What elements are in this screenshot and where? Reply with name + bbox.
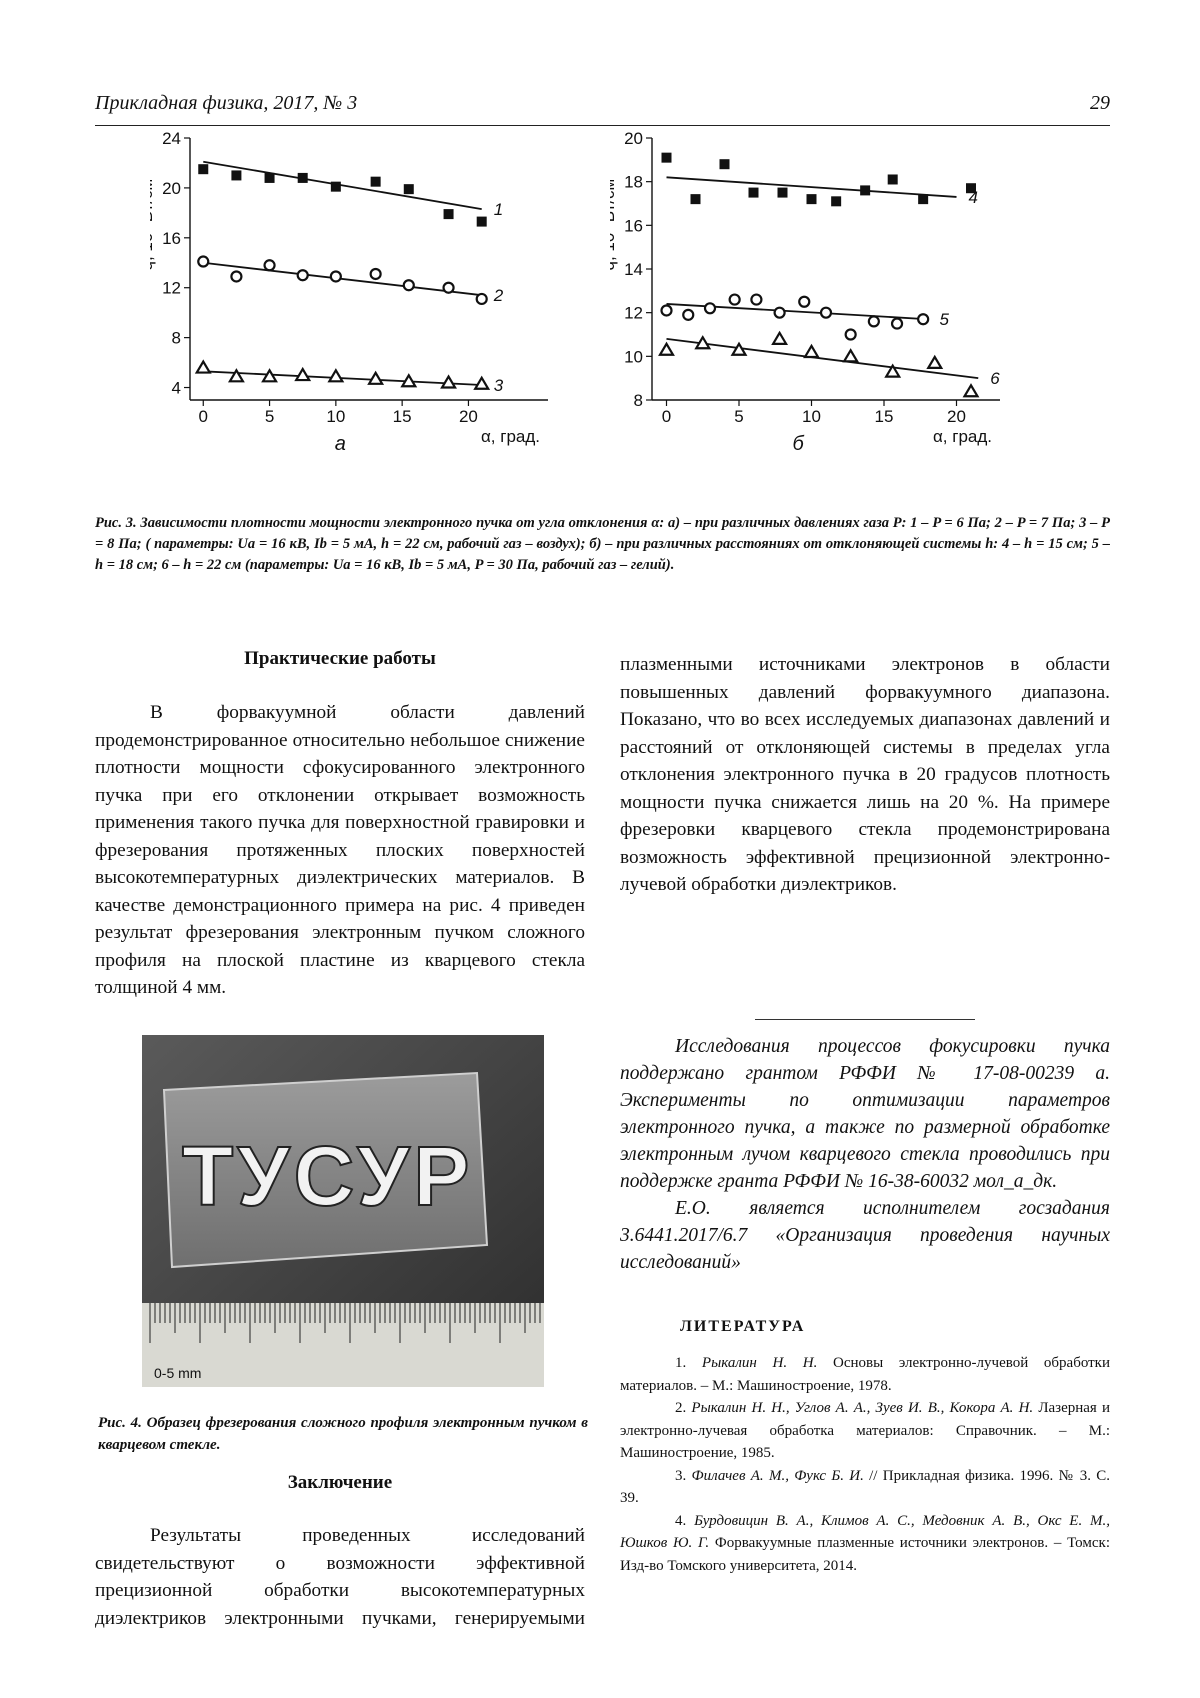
reference-text: // Прикладная физика. 1996. № 3. С. 39. [620,1467,1111,1506]
y-tick-label: 24 [162,130,181,148]
page-number: 29 [1090,92,1110,114]
data-point-2 [231,271,241,281]
photo-svg [142,1035,544,1387]
data-point-1 [198,164,208,174]
y-tick-label: 8 [633,391,643,410]
data-point-2 [404,280,414,290]
ruler [142,1303,544,1387]
x-tick-label: 20 [947,407,966,426]
conclusion-paragraph-continued: плазменными источниками электронов в области повышенных давлений форвакуумного диапазона. Показано, что во всех исследуемых диапазонах давлений и расстояний от отклоняющей системы в пределах угла отклонения электронного пучка в 20 градусов плотность мощности пучка снижается лишь на 20 %. На примере фрезеровки кварцевого стекла продемонстрирована возможность эффективной прецизионной электронно-лучевой обработки диэлектриков. [620,654,1110,895]
data-point-6 [805,346,818,357]
data-point-1 [477,217,487,227]
fit-line-2 [203,263,481,295]
data-point-5 [846,330,856,340]
data-point-5 [799,297,809,307]
data-point-5 [705,303,715,313]
reference-authors: Филачев А. М., Фукс Б. И. [691,1467,864,1484]
reference-authors: Рыкалин Н. Н. [701,1355,818,1371]
data-point-3 [369,373,382,384]
chart-b-svg [610,130,1030,460]
data-point-5 [869,316,879,326]
section-heading-conclusion: Заключение [287,1472,393,1493]
data-point-4 [888,174,898,184]
x-tick-label: 0 [661,407,672,426]
reference-number: 4. [675,1512,695,1529]
data-point-5 [775,308,785,318]
x-tick-label: 5 [264,407,275,426]
chart-a-svg [150,130,590,460]
x-tick-label: 20 [458,407,478,426]
data-point-4 [691,194,701,204]
reference-authors: Бурдовицин В. А., Климов А. С., Медовник А. В., Окс Е. М., Юшков Ю. Г. [620,1512,1111,1551]
data-point-3 [263,370,276,381]
panel-label: б [792,433,804,455]
literature-title: ЛИТЕРАТУРА [680,1318,806,1335]
fit-line-6 [667,339,979,378]
data-point-5 [683,310,693,320]
data-point-6 [773,333,786,344]
data-point-4 [720,159,730,169]
running-header [95,92,1110,122]
x-tick-label: 15 [874,407,894,426]
acknowledgment-paragraph-1: Исследования процессов фокусировки пучка поддержано грантом РФФИ № 17-08-00239 а. Эксперименты по оптимизации параметров электронного пучка, а также по размерной обработке электронным лучом кварцевого стекла проводились при поддержке гранта РФФИ № 16-38-60032 мол_а_дк. [620,1036,1110,1192]
y-tick-label: 8 [171,328,181,348]
reference-authors: Рыкалин Н. Н., Углов А. А., Зуев И. В., Кокора А. Н. [691,1400,1034,1416]
x-tick-label: 10 [326,407,346,426]
journal-title: Прикладная физика, 2017, № 3 [95,92,358,114]
panel-label: а [334,433,346,455]
y-tick-label: 20 [624,130,643,148]
x-tick-label: 10 [802,407,821,426]
data-point-1 [265,173,275,183]
data-point-4 [918,194,928,204]
practical-paragraph: В форвакуумной области давлений продемонстрированное относительно небольшое снижение плотности мощности сфокусированного электронного пучка при его отклонении открывает возможность применения такого пучка для поверхностной гравировки и фрезерования протяженных плоских поверхностей высокотемпературных диэлектрических материалов. В качестве демонстрационного примера на рис. 4 приведен результат фрезерования электронным пучком сложного профиля на плоской пластине из кварцевого стекла толщиной 4 мм. [95,702,585,998]
conclusion-continuation [620,650,1110,899]
figure-3-caption: Рис. 3. Зависимости плотности мощности электронного пучка от угла отклонения α: а) – при различных давлениях газа P: 1 – P = 6 Па; 2 – P = 7 Па; 3 – P = 8 Па; ( параметры: Ua = 16 кВ, Ib = 5 мА, h = 22 см, рабочий газ – воздух); б) – при различных расстояниях от отклоняющей системы h: 4 – h = 15 см; 5 – h = 18 см; 6 – h = 22 см (параметры: Ua = 16 кВ, Ib = 5 мА, P = 30 Па, рабочий газ – гелий). [95,515,1110,573]
y-tick-label: 10 [624,347,643,367]
y-tick-label: 18 [624,172,643,192]
x-tick-label: 5 [734,407,744,426]
engraved-text: ТУСУР [182,1129,474,1223]
series-label-6: 6 [990,369,1000,389]
data-point-3 [442,377,455,388]
header-rule [95,125,1110,126]
series-label-2: 2 [493,286,504,306]
data-point-6 [660,344,673,355]
reference-text: Лазерная и электронно-лучевая обработка материалов: Справочник. – М.: Машиностроение, 1985. [620,1400,1111,1461]
y-tick-label: 14 [624,260,643,279]
data-point-6 [928,357,941,368]
fit-line-4 [667,177,957,197]
acknowledgment-separator [755,1019,975,1020]
reference-text: Форвакуумные плазменные источники электронов. – Томск: Изд-во Томского университета, 2014. [620,1535,1110,1574]
chart-panel-b [610,130,1030,465]
reference-text: Основы электронно-лучевой обработки материалов. – М.: Машиностроение, 1978. [620,1355,1110,1394]
data-point-1 [444,209,454,219]
acknowledgment-paragraph-2: Е.О. является исполнителем госзадания 3.6441.2017/6.7 «Организация проведения научных исследований» [620,1198,1110,1273]
ruler-label: 0-5 mm [154,1365,202,1381]
data-point-6 [844,350,857,361]
data-point-5 [662,305,672,315]
data-point-4 [749,188,759,198]
data-point-3 [197,362,210,373]
y-tick-label: 4 [171,378,181,398]
data-point-5 [751,295,761,305]
reference-number: 3. [675,1467,692,1484]
data-point-2 [298,270,308,280]
reference-list [620,1352,1110,1577]
data-point-2 [444,283,454,293]
y-tick-label: 20 [162,178,181,198]
data-point-2 [198,257,208,267]
acknowledgment [620,1033,1110,1276]
conclusion-text-left [95,1522,585,1634]
data-point-4 [807,194,817,204]
fit-line-1 [203,162,481,209]
data-point-5 [918,314,928,324]
reference-number: 2. [675,1400,692,1416]
y-tick-label: 12 [162,278,181,298]
x-tick-label: 15 [392,407,412,426]
series-label-5: 5 [939,310,949,330]
data-point-6 [965,385,978,396]
data-point-3 [296,369,309,380]
data-point-2 [371,269,381,279]
data-point-3 [329,370,342,381]
data-point-3 [475,378,488,389]
reference-item [620,1352,1110,1397]
x-axis-label: α, град. [480,427,540,446]
y-tick-label: 12 [624,303,643,323]
practical-text-block [95,699,585,1002]
data-point-5 [821,308,831,318]
data-point-5 [892,319,902,329]
series-label-4: 4 [968,187,978,207]
section-heading-practical: Практические работы [244,648,436,669]
y-tick-label: 16 [162,228,181,248]
fit-line-3 [203,371,481,385]
data-point-2 [265,260,275,270]
data-point-1 [298,173,308,183]
y-axis-label: q, 10³ Вт/см² [610,173,618,271]
figure-4-caption: Рис. 4. Образец фрезерования сложного профиля электронным пучком в кварцевом стекле. [98,1415,588,1453]
y-axis-label: q, 10³ Вт/см² [150,173,156,271]
data-point-4 [662,153,672,163]
series-label-3: 3 [493,376,504,396]
x-axis-label: α, град. [932,427,992,446]
reference-item [620,1510,1110,1578]
conclusion-paragraph-left: Результаты проведенных исследований свидетельствуют о возможности эффективной прецизионной обработки высокотемпературных диэлектриков электронными пучками, генерируемыми [95,1525,585,1629]
data-point-4 [831,196,841,206]
data-point-4 [860,185,870,195]
data-point-1 [404,184,414,194]
x-tick-label: 0 [198,407,208,426]
reference-item [620,1397,1110,1465]
data-point-1 [331,182,341,192]
chart-panel-a [150,130,590,465]
reference-item [620,1465,1110,1510]
data-point-1 [371,177,381,187]
quartz-sample-photo [142,1035,544,1387]
data-point-2 [331,271,341,281]
data-point-1 [231,170,241,180]
data-point-5 [730,295,740,305]
reference-number: 1. [675,1355,702,1371]
conclusion-text-right [620,650,1110,930]
y-tick-label: 16 [624,216,643,236]
data-point-2 [477,294,487,304]
data-point-4 [778,188,788,198]
series-label-1: 1 [493,200,504,220]
